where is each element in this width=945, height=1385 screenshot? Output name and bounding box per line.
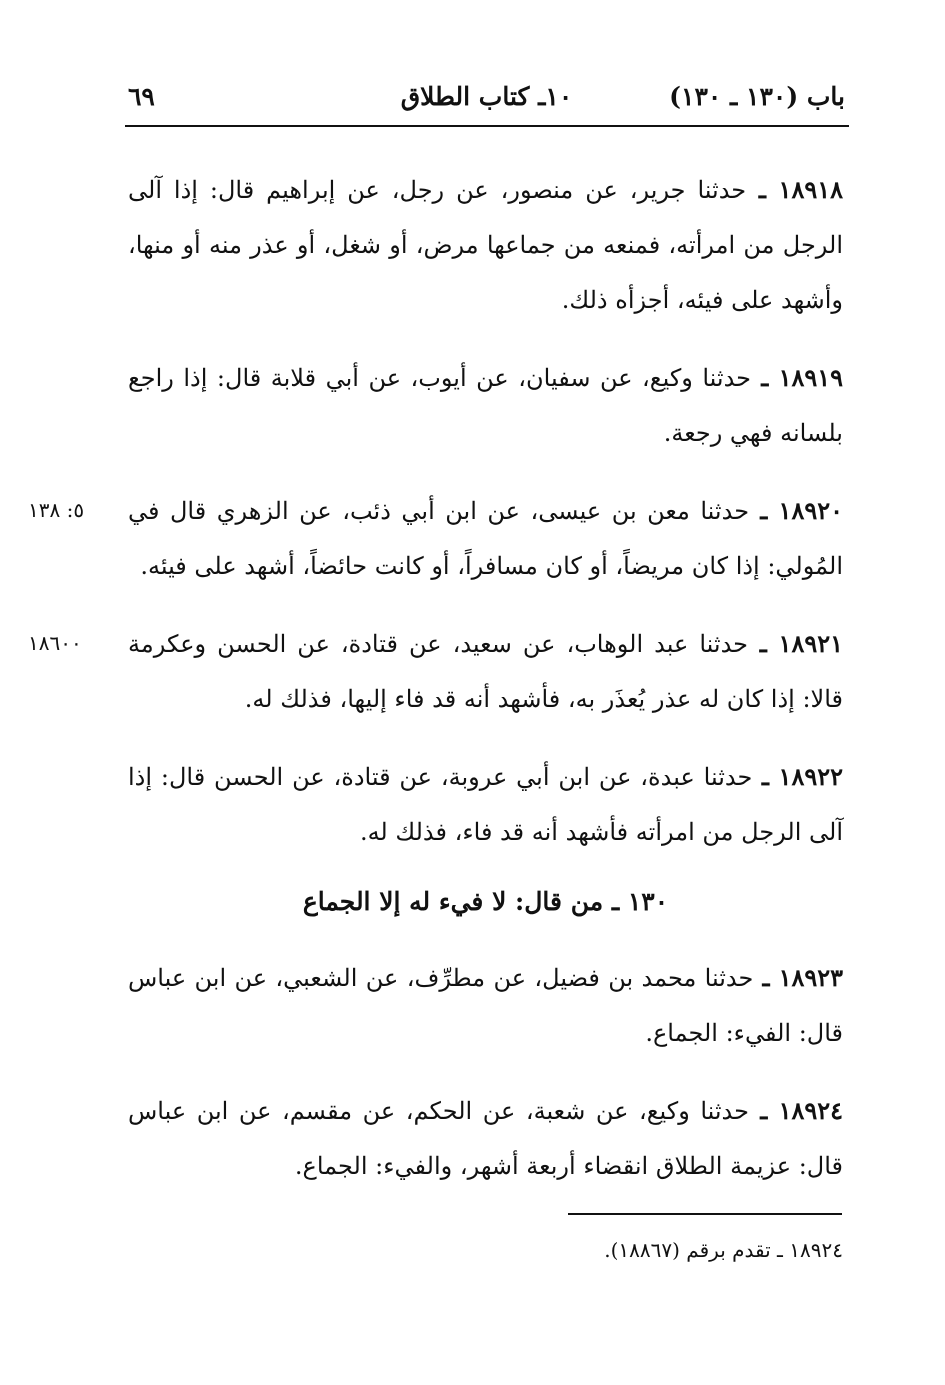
- hadith-number: ١٨٩١٩: [768, 363, 844, 392]
- number-separator: ـ: [748, 629, 767, 658]
- hadith-number: ١٨٩٢٤: [767, 1096, 844, 1125]
- hadith-text: حدثنا وكيع، عن شعبة، عن الحكم، عن مقسم، عن ابن عباس قال: عزيمة الطلاق انقضاء أربعة أشهر، والفيء: الجماع.: [128, 1097, 843, 1180]
- hadith-entry: [128, 350, 843, 461]
- header-divider: [125, 125, 849, 127]
- page-body: [28, 162, 844, 1216]
- book-title: ١٠ـ كتاب الطلاق: [400, 82, 573, 111]
- number-separator: ـ: [749, 1096, 768, 1125]
- footnote: ١٨٩٢٤ ـ تقدم برقم (١٨٨٦٧).: [604, 1238, 843, 1262]
- hadith-entry: [28, 616, 843, 727]
- hadith-text: حدثنا معن بن عيسى، عن ابن أبي ذئب، عن الزهري قال في المُولي: إذا كان مريضاً، أو كان مسافراً، أو كانت حائضاً، أشهد على فيئه.: [128, 497, 843, 580]
- margin-reference: ١٨٦٠٠: [28, 631, 82, 655]
- hadith-entry: [128, 749, 843, 860]
- hadith-entry: [128, 162, 843, 328]
- hadith-text: حدثنا عبد الوهاب، عن سعيد، عن قتادة، عن الحسن وعكرمة قالا: إذا كان له عذر يُعذَر به، فأشهد أنه قد فاء إليها، فذلك له.: [128, 630, 843, 713]
- footnote-divider: [568, 1213, 842, 1215]
- chapter-heading: باب (١٣٠ ـ ١٣٠): [669, 82, 845, 111]
- hadith-text: حدثنا محمد بن فضيل، عن مطرِّف، عن الشعبي، عن ابن عباس قال: الفيء: الجماع.: [128, 964, 843, 1047]
- hadith-entry: [128, 950, 843, 1061]
- hadith-text: حدثنا جرير، عن منصور، عن رجل، عن إبراهيم قال: إذا آلى الرجل من امرأته، فمنعه من جماعها مرض، أو شغل، أو عذر منه أو منها، وأشهد على فيئه، أجزأه ذلك.: [128, 176, 843, 314]
- number-separator: ـ: [746, 175, 766, 204]
- hadith-entry: [28, 483, 843, 594]
- section-heading: ١٣٠ ـ من قال: لا فيء له إلا الجماع: [302, 887, 669, 916]
- number-separator: ـ: [753, 963, 770, 992]
- page-header: [128, 82, 845, 124]
- number-separator: ـ: [751, 363, 769, 392]
- hadith-entry: [128, 1083, 843, 1194]
- page-number: ٦٩: [128, 82, 155, 111]
- hadith-number: ١٨٩٢٣: [769, 963, 844, 992]
- hadith-text: حدثنا عبدة، عن ابن أبي عروبة، عن قتادة، عن الحسن قال: إذا آلى الرجل من امرأته فأشهد أنه قد فاء، فذلك له.: [128, 763, 843, 846]
- hadith-number: ١٨٩٢١: [766, 629, 843, 658]
- number-separator: ـ: [749, 496, 768, 525]
- hadith-text: حدثنا وكيع، عن سفيان، عن أيوب، عن أبي قلابة قال: إذا راجع بلسانه فهي رجعة.: [128, 364, 843, 447]
- number-separator: ـ: [752, 762, 769, 791]
- hadith-number: ١٨٩١٨: [765, 175, 843, 204]
- hadith-number: ١٨٩٢٠: [767, 496, 843, 525]
- margin-reference: ٥: ١٣٨: [28, 498, 85, 522]
- hadith-number: ١٨٩٢٢: [768, 762, 843, 791]
